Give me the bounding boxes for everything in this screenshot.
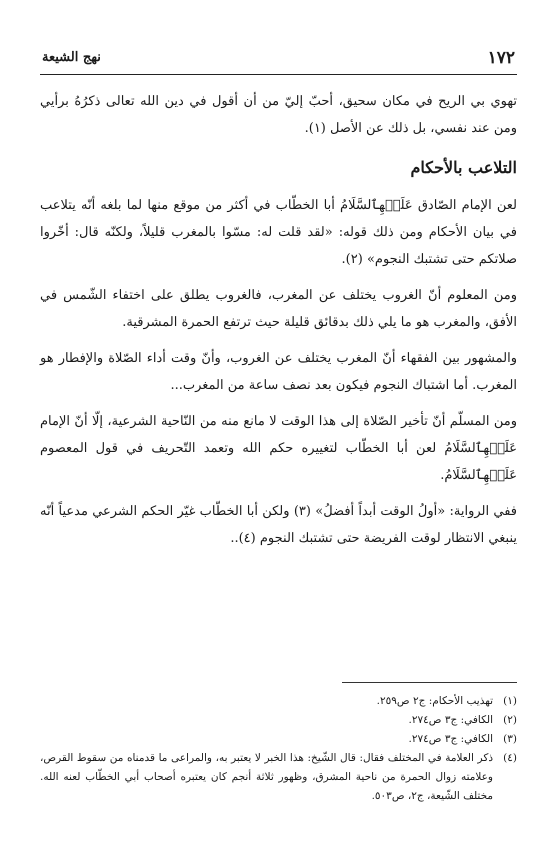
body-paragraph: ومن المسلّم أنّ تأخير الصّلاة إلى هذا الوقت لا مانع منه من النّاحية الشرعية، إلّا أنّ الإمام عَلَيۡهِٱلسَّلَامُ لعن أبا الخطّاب لتغييره حكم الله وتعمد التّحريف في قول المعصوم عَلَيۡهِٱلسَّلَامُ. — [40, 414, 517, 483]
section-heading: التلاعب بالأحكام — [410, 158, 517, 177]
footnote — [40, 730, 517, 749]
footnote — [40, 692, 517, 711]
footnote-number: (١) — [503, 695, 517, 707]
footnotes — [40, 692, 517, 806]
main-text — [40, 88, 517, 561]
body-paragraph: ففي الرواية: «أولُ الوقت أبداً أفضلُ» (٣) ولكن أبا الخطّاب غيّر الحكم الشرعي مدعياً أنّه ينبغي الانتظار لوقت الفريضة حتى تشتبك النجوم (٤).. — [40, 504, 517, 546]
footnote-number: (٤) — [503, 752, 517, 764]
footnote-text: الكافي: ج٣ ص٢٧٤. — [408, 714, 493, 726]
body-paragraph: والمشهور بين الفقهاء أنّ المغرب يختلف عن الغروب، وأنّ وقت أداء الصّلاة والإفطار هو المغرب. أما اشتباك النجوم فيكون بعد نصف ساعة من المغرب... — [40, 351, 517, 393]
footnote-text: الكافي: ج٣ ص٢٧٤. — [408, 733, 493, 745]
page-header — [40, 48, 517, 75]
page-number: ١٧٢ — [487, 48, 515, 68]
footnote-number: (٣) — [503, 733, 517, 745]
footnote-divider — [342, 682, 517, 683]
intro-paragraph: تهوي بي الريح في مكان سحيق، أحبّ إليّ من أن أقول في دين الله تعالى ذكرُهُ برأيي ومن عند نفسي، بل ذلك عن الأصل (١). — [40, 94, 517, 136]
footnote-text: تهذيب الأحكام: ج٢ ص٢٥٩. — [376, 695, 493, 707]
running-title: نهج الشيعة — [42, 50, 101, 65]
body-paragraph: لعن الإمام الصّادق عَلَيۡهِٱلسَّلَامُ أبا الخطّاب في أكثر من موقع منها لما بلغه أنّه يتلاعب في بيان الأحكام ومن ذلك قوله: «لقد قلت له: مسّوا بالمغرب قليلاً، ولكنّه قال: أخّروا صلاتكم حتى تشتبك النجوم» (٢). — [40, 198, 517, 267]
body-paragraph: ومن المعلوم أنّ الغروب يختلف عن المغرب، فالغروب يطلق على اختفاء الشّمس في الأفق، والمغرب هو ما يلي ذلك بدقائق قليلة حيث ترتفع الحمرة المشرقية. — [40, 288, 517, 330]
footnote-number: (٢) — [503, 714, 517, 726]
footnote-text: ذكر العلامة في المختلف فقال: قال الشّيخ: هذا الخبر لا يعتبر به، والمراعى ما قدمناه من سقوط القرص، وعلامته زوال الحمرة من ناحية المشرق، وظهور ثلاثة أنجم كان يعتبره أصحاب أبي الخطّاب لعنه الله. مختلف الشّيعة، ج٢، ص٥٠٣. — [40, 752, 493, 802]
footnote — [40, 749, 517, 806]
footnote — [40, 711, 517, 730]
